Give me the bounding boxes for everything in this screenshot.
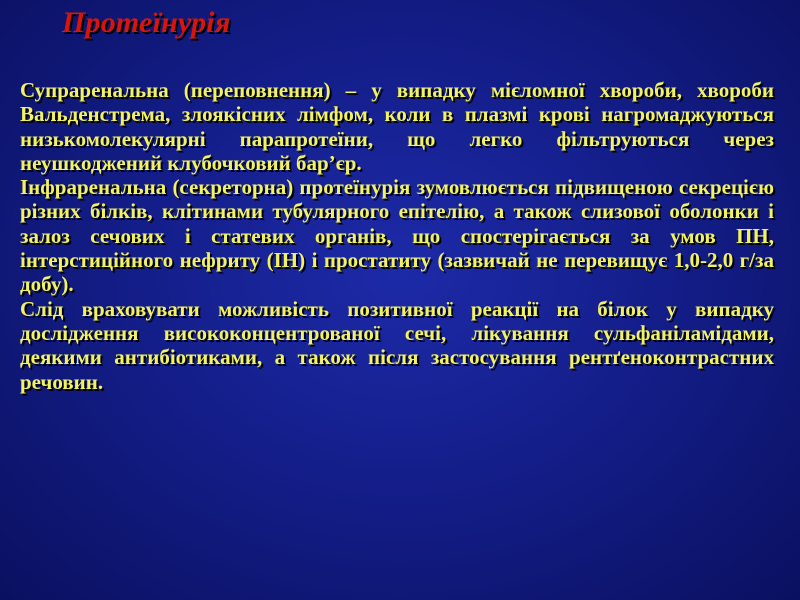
slide-body — [20, 78, 774, 394]
paragraph-suprarenal: Супраренальна (переповнення) – у випадку мієломної хвороби, хвороби Вальденстрема, злоякісних лімфом, коли в плазмі крові нагромаджуються низькомолекулярні парапротеїни, що легко фільтруються через неушкоджений клубочковий бар’єр. — [20, 78, 774, 175]
paragraph-infrarenal: Інфраренальна (секреторна) протеїнурія зумовлюється підвищеною секрецією різних білків, клітинами тубулярного епітелію, а також слизової оболонки і залоз сечових і статевих органів, що спостерігається за умов ПН, інтерстиційного нефриту (ІН) і простатиту (зазвичай не перевищує 1,0-2,0 г/за добу). — [20, 175, 774, 297]
paragraph-note: Слід враховувати можливість позитивної реакції на білок у випадку дослідження висококонцентрованої сечі, лікування сульфаніламідами, деякими антибіотиками, а також після застосування рентґеноконтрастних речовин. — [20, 296, 774, 394]
slide-title: Протеїнурія — [62, 6, 231, 39]
